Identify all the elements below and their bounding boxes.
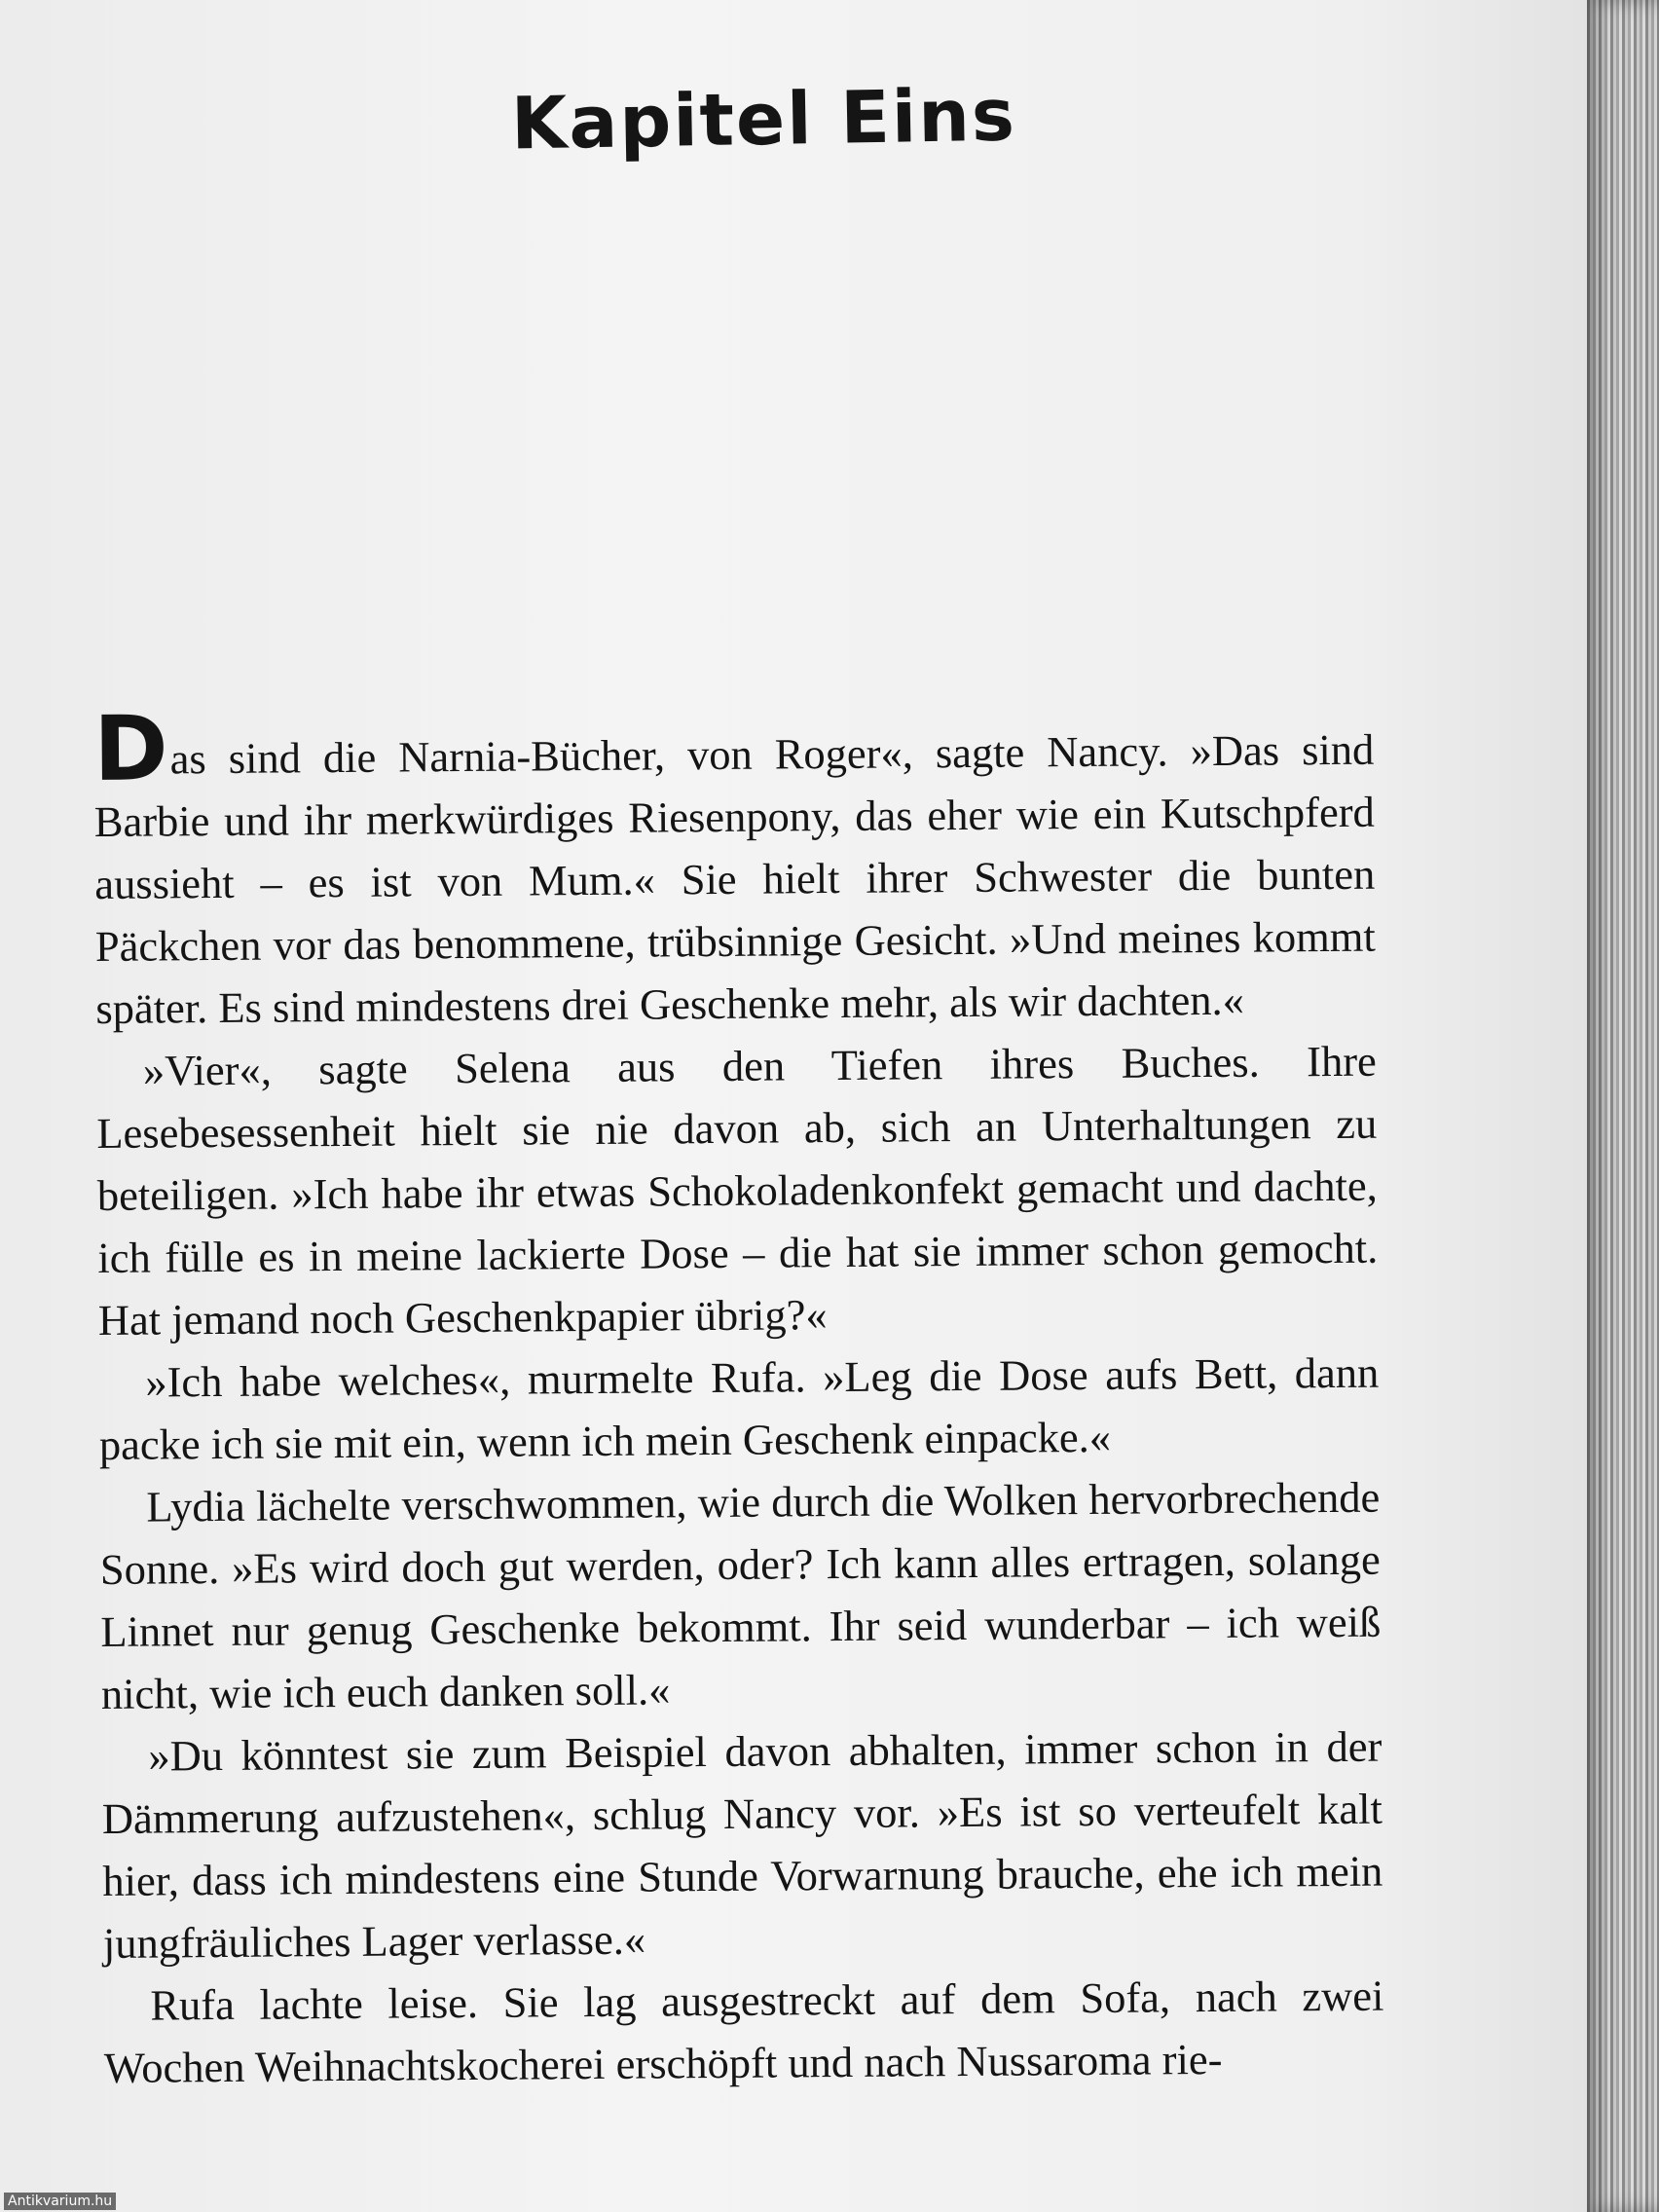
- page-edges: [1587, 0, 1659, 2212]
- body-text: [92, 696, 1384, 2099]
- chapter-title: Kapitel Eins: [510, 73, 1017, 166]
- paragraph-6: Rufa lachte leise. Sie lag ausgestreckt auf dem Sofa, nach zwei Wochen Weihnachtskocherei erschöpft und nach Nussaroma rie-: [103, 1971, 1384, 2092]
- paragraph-2: »Vier«, sagte Selena aus den Tiefen ihres Buches. Ihre Lesebesessenheit hielt sie nie davon ab, sich an Unterhaltungen zu beteiligen. »Ich habe ihr etwas Schokoladenkonfekt gemacht und dachte, ich fülle es in meine lackierte Dose – die hat sie immer schon gemocht. Hat jemand noch Geschenkpapier übrig?«: [96, 1036, 1379, 1345]
- drop-cap: D: [92, 696, 169, 801]
- paragraph-1-text: as sind die Narnia-Bücher, von Roger«, sagte Nancy. »Das sind Barbie und ihr merkwürdiges Riesenpony, das eher wie ein Kutschpferd aussieht – es ist von Mum.« Sie hielt ihrer Schwester die bunten Päckchen vor das benommene, trübsinnige Gesicht. »Und meines kommt später. Es sind mindestens drei Geschenke mehr, als wir dachten.«: [93, 724, 1376, 1033]
- watermark: Antikvarium.hu: [4, 2193, 116, 2210]
- paragraph-3: »Ich habe welches«, murmelte Rufa. »Leg die Dose aufs Bett, dann packe ich sie mit ein, wenn ich mein Geschenk einpacke.«: [98, 1347, 1380, 1469]
- paragraph-5: »Du könntest sie zum Beispiel davon abhalten, immer schon in der Dämmerung aufzustehen«, schlug Nancy vor. »Es ist so verteufelt kalt hier, dass ich mindestens eine Stunde Vorwarnung brauche, ehe ich mein jungfräuliches Lager verlasse.«: [101, 1721, 1383, 1968]
- paragraph-4: Lydia lächelte verschwommen, wie durch die Wolken hervorbrechende Sonne. »Es wird doch gut werden, oder? Ich kann alles ertragen, solange Linnet nur genug Geschenke bekommt. Ihr seid wunderbar – ich weiß nicht, wie ich euch danken soll.«: [99, 1472, 1382, 1718]
- paragraph-1: [92, 696, 1377, 1040]
